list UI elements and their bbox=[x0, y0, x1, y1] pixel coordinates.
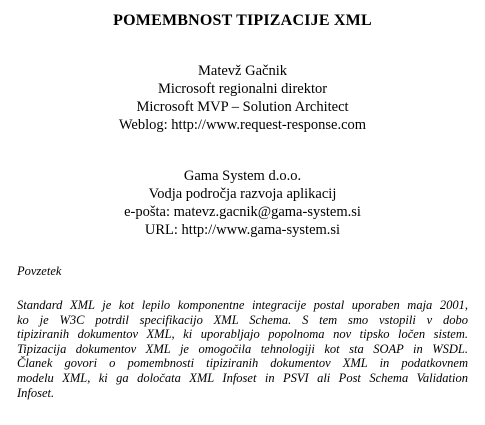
company-role: Vodja področja razvoja aplikacij bbox=[148, 186, 337, 202]
author-mvp: Microsoft MVP – Solution Architect bbox=[136, 99, 349, 115]
abstract-heading: Povzetek bbox=[17, 264, 62, 278]
abstract-line: Standard XML je kot lepilo komponentne integracije postal uporaben maja 2001, bbox=[17, 298, 468, 312]
abstract-line: tipiziranih dokumentov XML, ki uporabljajo popolnoma nov tipsko ločen sistem. bbox=[17, 327, 468, 342]
abstract-line: modelu XML, ki ga določata XML Infoset in PSVI ali Post Schema Validation bbox=[17, 370, 468, 385]
abstract-line: Članek govori o pomembnosti tipiziranih dokumentov XML in podatkovnem bbox=[17, 356, 468, 371]
abstract-line: Tipizacija dokumentov XML je omogočila tehnologiji kot sta SOAP in WSDL. bbox=[17, 341, 468, 356]
author-weblog: Weblog: http://www.request-response.com bbox=[118, 117, 367, 133]
author-role: Microsoft regionalni direktor bbox=[157, 81, 328, 97]
company-email: e-pošta: matevz.gacnik@gama-system.si bbox=[124, 204, 361, 220]
abstract-line: Infoset. bbox=[17, 385, 55, 400]
company-name: Gama System d.o.o. bbox=[183, 168, 302, 184]
author-block bbox=[0, 62, 485, 134]
company-block bbox=[0, 167, 485, 239]
abstract-body bbox=[17, 298, 468, 400]
paper-title: POMEMBNOST TIPIZACIJE XML bbox=[113, 12, 372, 29]
author-name: Matevž Gačnik bbox=[198, 63, 287, 79]
company-url: URL: http://www.gama-system.si bbox=[144, 222, 341, 238]
abstract-line: ko je W3C potrdil specifikacijo XML Schema. S tem smo vstopili v dobo bbox=[17, 312, 468, 327]
